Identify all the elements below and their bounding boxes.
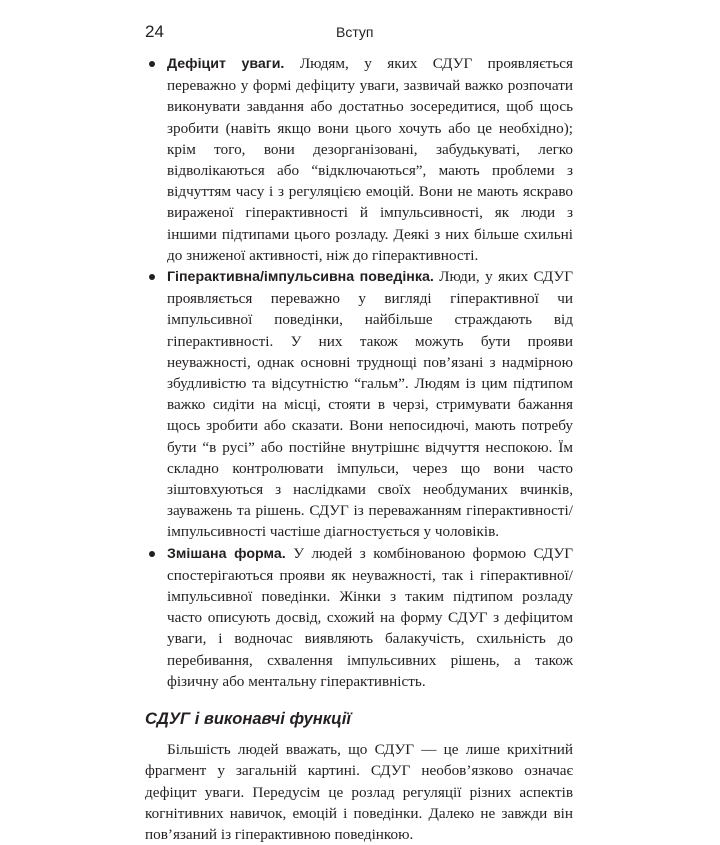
bullet-icon [149,551,155,557]
text-column [145,53,573,845]
list-item [145,266,573,543]
term-description: Людям, у яких СДУГ проявляється переважно у формі дефіциту уваги, зазвичай важко розпочати виконувати завдання або достатньо зосередитися, щоб щось зробити (навіть якщо вони цього хочуть або це необхідно); крім того, вони дезорганізовані, забудькуваті, легко відволікаються або “відключаються”, мають проблеми з відчуттям часу і з регуляцією емоцій. Вони не мають яскраво вираженої гіперактивності й імпульсивності, як люди з іншими підтипами цього розладу. Деякі з них більше схильні до зниженої активності, ніж до гіперактивності. [167,55,574,264]
bullet-icon [149,61,155,67]
page-header [0,22,720,46]
list-item-text [167,543,573,692]
subtype-list [145,53,573,692]
list-item [145,53,573,266]
bullet-icon [149,274,155,280]
list-item-text [167,266,573,543]
body-paragraph: Більшість людей вважать, що СДУГ — це лише крихітний фрагмент у загальній картині. СДУГ необов’язково означає дефіцит уваги. Передусім це розлад регуляції різних аспектів когнітивних навичок, емоцій і поведінки. Далеко не завжди він пов’язаний із гіперактивною поведінкою. [145,741,573,843]
page-number: 24 [145,22,164,41]
term-label: Гіперактивна/імпульсивна поведінка. [167,269,434,286]
running-head: Вступ [336,24,374,40]
term-label: Змішана форма. [167,545,286,562]
list-item-text [167,53,573,266]
list-item [145,543,573,692]
section-heading: СДУГ і виконавчі функції [145,710,351,729]
term-label: Дефіцит уваги. [167,56,285,72]
term-description: У людей з комбінованою формою СДУГ спостерігаються прояви як неуважності, так і гіперактивної/імпульсивної поведінки. Жінки з таким підтипом розладу часто описують досвід, схожий на форму СДУГ з дефіцитом уваги, і водночас виявляють балакучість, схильність до перебивання, схвалення імпульсивних рішень, а також фізичну або ментальну гіперактивність. [167,544,573,690]
term-description: Люди, у яких СДУГ проявляється переважно у вигляді гіперактивної чи імпульсивної поведінки, найбільше страждають від гіперактивності. У них також можуть бути прояви неуважності, однак основні труднощі пов’язані з надмірною збудливістю та відсутністю “гальм”. Людям із цим підтипом важко сидіти на місці, стояти в черзі, стримувати бажання щось зробити або сказати. Вони непосидючі, мають потребу бути “в русі” або постійне внутрішнє відчуття неспокою. Їм складно контролювати імпульси, через що вони часто зіштовхуються з наслідками своїх необдуманих вчинків, зауважень та рішень. СДУГ із переважанням гіперактивності/імпульсивності частіше діагностується у чоловіків. [167,268,573,541]
